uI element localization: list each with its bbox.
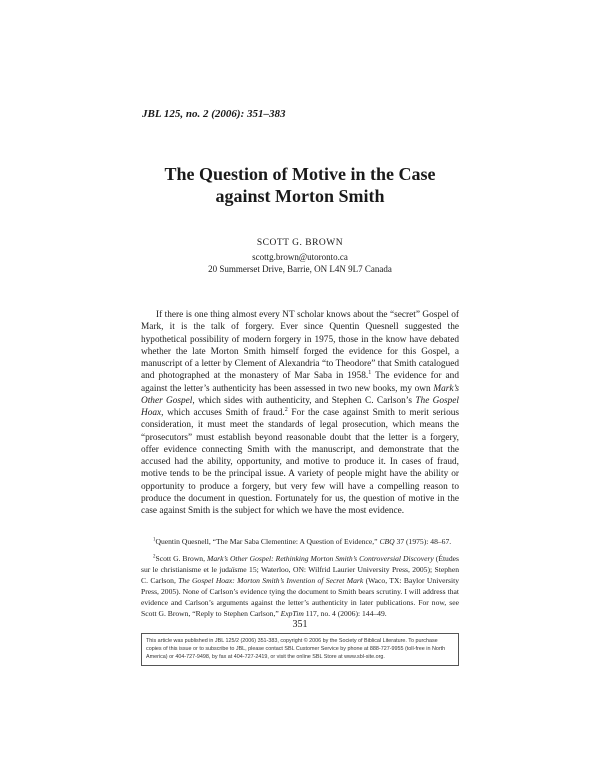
author-name: SCOTT G. BROWN: [256, 238, 344, 248]
copyright-notice: This article was published in JBL 125/2 (2006) 351-383, copyright © 2006 by the Society of Biblical Literature. To purchase copies of this issue or to subscribe to JBL, please contact SBL Customer Service by phone at 888-727-9955 (toll-free in North America) or 404-727-9498, by fax at 404-727-2419, or visit the online SBL Store at www.sbl-site.org.: [141, 633, 459, 666]
text-run: , which accuses Smith of fraud.: [161, 408, 285, 418]
book-title: Mark’s Other Gospel: Rethinking Morton Smith’s Controversial Discovery: [207, 554, 434, 563]
body-text: [141, 309, 459, 517]
text-run: Quentin Quesnell, “The Mar Saba Clementine: A Question of Evidence,”: [155, 537, 380, 546]
text-run: 117, no. 4 (2006): 144–49.: [303, 609, 387, 618]
title-line-1: The Question of Motive in the Case: [164, 164, 436, 184]
book-title-gospel-hoax: The Gospel Hoax: [141, 395, 460, 418]
author-email: scottg.brown@utoronto.ca: [252, 252, 348, 262]
journal-reference: JBL 125, no. 2 (2006): 351–383: [142, 108, 286, 120]
text-run: (Waco, TX: Baylor University Press, 2005). None of Carlson’s evidence tying the document to Smith bears scrutiny. I will address that evidence and Carlson’s arguments against the letter’s authenticity in later publications. For now, see Scott G. Brown, “Reply to Stephen Carlson,”: [141, 576, 459, 618]
text-run: The evidence for and against the letter’s authenticity has been assessed in two new books, my own: [141, 371, 459, 394]
text-run: For the case against Smith to merit serious consideration, it must meet the standards of legal prosecution, which means the “prosecutors” must establish beyond reasonable doubt that the letter is a forgery, offer evidence connecting Smith with the manuscript, and demonstrate that the accused had the ability, opportunity, and motive to produce it. In cases of fraud, motive tends to be the principal issue. A variety of people might have the ability or opportunity to produce a forgery, but very few will have a compelling reason to produce the document in question. Fortunately for us, the question of motive in the case against Smith is the subject for which we have the most evidence.: [141, 408, 459, 516]
text-run: Scott G. Brown,: [155, 554, 207, 563]
footnote-number: 1: [153, 537, 156, 543]
journal-name: ExpTim: [280, 609, 304, 618]
footnote-number: 2: [153, 554, 156, 560]
footnote-1: [141, 536, 459, 547]
footnote-2: [141, 553, 459, 619]
text-run: 37 (1975): 48–67.: [394, 537, 452, 546]
text-run: If there is one thing almost every NT scholar knows about the “secret” Gospel of Mark, it is the talk of forgery. Ever since Quentin Quesnell suggested the hypothetical possibility of modern forgery in 1975, those in the know have debated whether the late Morton Smith himself forged the evidence for this Gospel, a manuscript of a letter by Clement of Alexandria “to Theodore” that Smith catalogued and photographed at the monastery of Mar Saba in 1958.: [141, 310, 459, 382]
book-title-marks-other-gospel: Mark’s Other Gospel: [141, 383, 459, 406]
book-title: The Gospel Hoax: Morton Smith’s Invention of Secret Mark: [178, 576, 364, 585]
title-line-2: against Morton Smith: [215, 186, 385, 206]
article-title: [0, 163, 600, 207]
text-run: , which sides with authenticity, and Stephen C. Carlson’s: [192, 395, 416, 406]
footnote-marker-2: 2: [284, 406, 288, 413]
page-number: 351: [292, 619, 308, 630]
footnote-marker-1: 1: [368, 370, 372, 377]
paragraph-1: [141, 309, 459, 517]
author-address: 20 Summerset Drive, Barrie, ON L4N 9L7 Canada: [208, 264, 392, 274]
author-block: [0, 237, 600, 275]
journal-name: CBQ: [379, 537, 395, 546]
footnotes: [141, 536, 459, 625]
text-run: (Études sur le christianisme et le judaïsme 15; Waterloo, ON: Wilfrid Laurier University Press, 2005); Stephen C. Carlson,: [141, 554, 459, 585]
